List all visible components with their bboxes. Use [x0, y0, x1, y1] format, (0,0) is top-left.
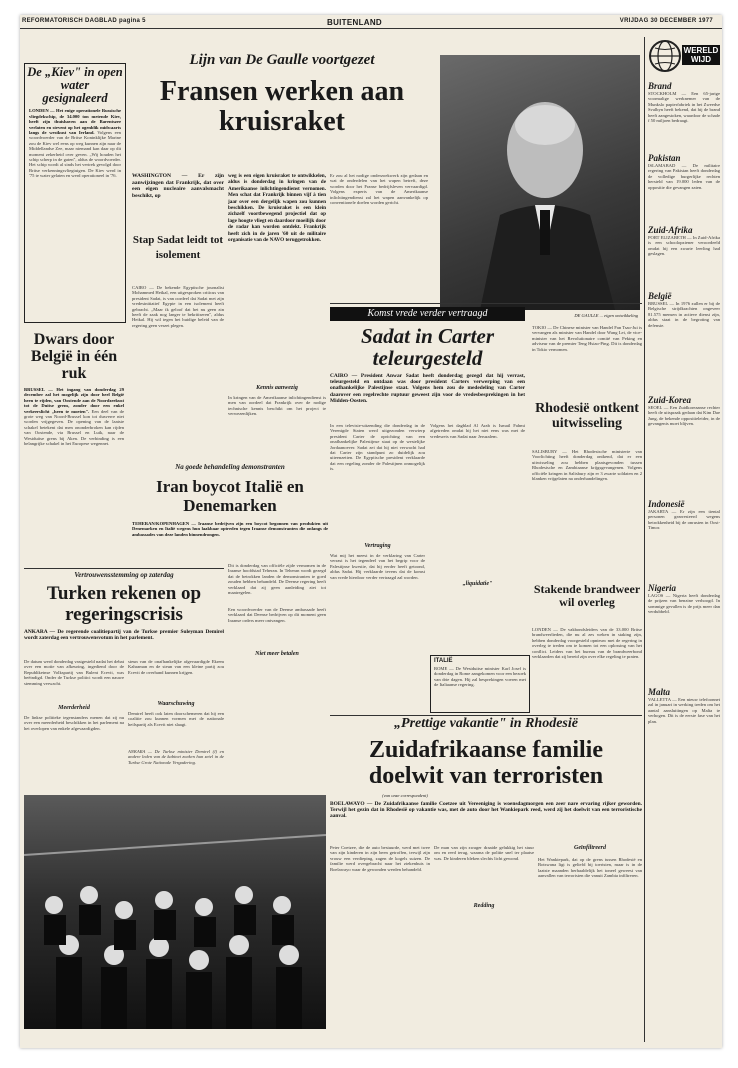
degaulle-body-2: Er zou al het nodige onderzoekwerk zijn gedaan en wat de onderdelen van het wapen betreft, deze worden door het Franse bedrijfsleven vervaardigd. Volgens experts van de Amerikaanse inlichtingendienst zal het wapen aanvankelijk op conventionele doelen worden gericht.	[330, 173, 428, 206]
vakantie-kicker: „Prettige vakantie" in Rhodesië	[394, 716, 578, 731]
masthead-date: VRIJDAG 30 DECEMBER 1977	[619, 18, 713, 24]
sadat-carter-lead: CAIRO — President Anwar Sadat heeft donderdag gezegd dat hij verrast, teleurgesteld en ontdaan was door president Carters verwerping van een onafhankelijke Palestijnse staat. Volgens hem zou de mededeling van Carter daarover een regelrechte ruptuur geweest zijn voor de vredesbesprekingen in het Midden-Oosten.	[330, 373, 525, 404]
wereld-item	[648, 153, 720, 221]
degaulle-text: weg is een eigen kruisraket te ontwikkelen, aldus is donderdag in kringen van de Amerikaanse inlichtingendienst vernomen. Men schat dat Frankrijk binnen vijf à tien jaar over een dergelijk wapen zou kunnen beschikken. De kruisraket is een klein zichzelf voortbewegend projectiel dat op lage hoogte vliegt en daardoor moeilijk door de radar kan worden ontdekt. Frankrijk heeft zich in de jaren '60 uit de militaire organisatie van de NAVO teruggetrokken.	[228, 173, 326, 244]
wereld-item	[648, 583, 720, 683]
vakantie-body: Peter Coetzee, die de auto bestuurde, werd met twee van zijn kinderen in zijn been getroffen, terwijl zijn vrouw een verdieping, zagen de kogels suizen. De familie werd overgebracht naar het ziekenhuis in Boelawayo waar de gewonden werden behandeld.	[330, 845, 430, 872]
belgie-lead: BRUSSEL — Het ingang van donderdag 29 december zal het mogelijk zijn door heel België heen te rijden, van Oostende aan de Noordzeekust tot de Duitse grens, zonder door een enkel verkeerslicht „heen te moeten".	[24, 387, 124, 414]
turken-parliament-photo	[24, 795, 326, 1029]
wereld-wijd-title: WERELD WIJD	[683, 46, 719, 64]
rhodesie-headline: Rhodesië ontkent uitwisseling	[535, 401, 639, 431]
wereld-item	[648, 687, 720, 807]
vakantie-body-2: De man van zijn zwager draaide gelukkig het stuur om en reed terug, waarna de politie snel ter plaatse was. De kinderen bleken slechts licht gewond.	[434, 845, 534, 861]
wereld-item-country: Malta	[648, 687, 671, 697]
kiev-text: Volgens een woordvoerder van de Britse Koninklijke Marine zou de Kiev wel eens op weg kunnen zijn naar de Middellandse Zee, maar niemand kan daar op dit moment zekerheid over geven. „Wij houden het schip scherp in de gaten", aldus de woordvoerder. Het schip wordt al sinds het vertrek gevolgd door Britse verkenningsvliegtuigen. De Kiev werd in '75 te water gelaten en werd operationeel in '76.	[29, 130, 121, 179]
turken-photo-caption: ANKARA — De Turkse minister Demirel (l) en andere leden van de kabinet zoeken hun zetel in de Turkse Grote Nationale Vergadering.	[128, 749, 224, 765]
turken-body-4: Demirel heeft ook laten doorschemeren dat hij een coalitie zou kunnen vormen met de nationale heilspartij als Ecevit niet slaagt.	[128, 711, 224, 727]
turken-lead-block	[24, 629, 224, 657]
brandweer-body: LONDEN — De vakbondsleiders van de 33.000 Britse brandweerlieden, die nu al zes weken in staking zijn, hebben donderdag voorgesteld opnieuw met de regering in overleg te treden om te komen tot een oplossing van het conflict. Leiders van het bureau van de brandweerbond verklaarden dat zij bereid zijn over elke regeling te praten.	[532, 627, 642, 660]
masthead	[22, 18, 717, 28]
wereld-item-text: LAGOS — Nigeria heeft donderdag de prijzen van benzine verhoogd. In sommige gevallen is de prijs meer dan verdubbeld.	[648, 593, 720, 615]
sadat-carter-subhead: Vertraging	[364, 543, 391, 549]
kiev-headline: De „Kiev" in open water gesignaleerd	[27, 65, 123, 106]
vakantie-subhead-2: Geïnfiltreerd	[574, 845, 606, 851]
tokio-body: TOKIO — De Chinese minister van Handel Fan Tsao-Jui is vervangen als minister van Handel door Wang Lei, de vice-minister van het Revolutionaire comité van Peking en adviseur van de premier Teng Hsiao-Ping. Dit is donderdag in Tokio vernomen.	[532, 325, 642, 352]
wereld-item-country: Brand	[648, 81, 672, 91]
masthead-section: BUITENLAND	[327, 18, 382, 27]
iran-body: Dit is donderdag van officiële zijde vernomen in de Iraanse hoofdstad Teheran. In Teheran wordt gezegd dat de betrokken landen de demonstranten te goed zouden hebben behandeld. De Deense regering heeft verklaard dat zij geen aanleiding ziet tot maatregelen.	[228, 563, 326, 596]
sadat-carter-lead-block	[330, 373, 525, 419]
sadat-stop-body-2: In kringen van de Amerikaanse inlichtingendienst is men van oordeel dat Frankrijk over de nodige technische kennis beschikt om het project te verwezenlijken.	[228, 395, 326, 417]
sadat-carter-body: In een televisie-uitzending die donderdag in de Verenigde Staten werd uitgezonden verwierp president Carter de oprichting van een onafhankelijke Palestijnse staat op de westelijke Jordaanoever. Sadat zei dat hij niet verwacht had dat Carter zijn standpunt zo duidelijk zou uiteenzetten. De Egyptische president verklaarde dat een regeling zonder de Palestijnen onmogelijk is.	[330, 423, 425, 472]
vakantie-lead: BOELAWAYO — De Zuidafrikaanse familie Coetzee uit Vereeniging is woensdagmorgen een zeer nare ervaring rijker geworden. Terwijl het gezin dat in Rhodesië op vakantie was, met de auto door het Wankiepark reed, werd zij het doelwit van een terroristische aanval.	[330, 801, 642, 820]
turken-subhead-3: Niet meer betalen	[255, 651, 299, 657]
wereld-item-text: JAKARTA — Er zijn een tiental personen gearresteerd wegens betrokkenheid bij de onrusten in Oost-Timor.	[648, 509, 720, 531]
belgie-headline: Dwars door België in één ruk	[30, 331, 118, 382]
wereld-item-country: België	[648, 291, 672, 301]
wereld-item-text: BRUSSEL — In 1976 zullen er bij de Belgische strijdkrachten ongeveer 81.575 mensen in actieve dienst zijn, aldus staat in de begroting van defensie.	[648, 301, 720, 328]
degaulle-lead: WASHINGTON — Er zijn aanwijzingen dat Frankrijk, dat over een eigen nucleaire aanvalsmacht beschikt, op	[132, 173, 224, 199]
wereld-item-country: Pakistan	[648, 153, 681, 163]
wereld-item	[648, 81, 720, 149]
newspaper-page	[20, 15, 722, 1048]
wereld-item	[648, 225, 720, 287]
iran-lead: TEHERAN/KOPENHAGEN — Iraanse bedrijven zijn een boycot begonnen van produkten uit Denemarken en Italië wegens hun laakbaar optreden tegen Iraanse demonstranten die onlangs de ambassades van deze landen binnendrongen.	[132, 521, 328, 537]
rome-body: ROME — De Westduitse minister Karl Josef is donderdag in Rome aangekomen voor een bezoek van drie dagen. Hij zal besprekingen voeren met de Italiaanse regering.	[434, 666, 526, 688]
sadat-carter-body-3: Volgens het dagblad Al Arab is Ismail Fahmi afgetreden omdat hij het niet eens was met de vredesreis van Sadat naar Jeruzalem.	[430, 423, 525, 439]
wereld-item-country: Zuid-Afrika	[648, 225, 693, 235]
kiev-article	[24, 63, 126, 323]
wereld-item-country: Indonesië	[648, 499, 685, 509]
degaulle-portrait-icon	[440, 55, 640, 310]
wereld-item	[648, 499, 720, 579]
wereld-wijd-column	[648, 77, 720, 807]
wereld-item-text: ISLAMABAD — De militaire regering van Pakistan heeft donderdag de volledige burgerlijke rechten hersteld van 19.000 leden van de oppositie die gevangen zaten.	[648, 163, 720, 190]
vakantie-body-3: Het Wankiepark, dat op de grens tussen Rhodesië en Botswana ligt is geliefd bij toeristen, maar is in de laatste maanden herhaaldelijk het toneel geweest van aanvallen van terroristen die vanuit Zambia infiltreren.	[538, 857, 642, 879]
sadat-stop-body: CAIRO — De bekende Egyptische journalist Mohammed Heikal, een uitgesproken criticus van president Sadat, is van oordeel dat Sadat met zijn vredesinitiatief Egypte in een isolement heeft gebracht. „Maar ik geloof dat het nu geen zin heeft de zaak nog langer te bekritiseren", aldus Heikal. Hij wil tegen het huidige beleid van de regering geen verzet plegen.	[132, 285, 224, 328]
degaulle-lead-block	[132, 173, 224, 233]
degaulle-photo	[440, 55, 640, 310]
globe-icon	[648, 39, 682, 73]
turken-subhead-2: Waarschuwing	[157, 701, 195, 707]
wereld-item	[648, 395, 720, 495]
kiev-body	[29, 108, 121, 308]
belgie-body	[24, 387, 124, 562]
vakantie-byline: (van onze correspondent)	[382, 793, 428, 798]
sadat-carter-rule	[330, 303, 642, 304]
turken-body-2: De linkse politieke tegenstanders menen dat zij nu over een meerderheid beschikken in het parlement na het overlopen van enkele afgevaardigden.	[24, 715, 124, 731]
sadat-stop-subhead: Kennis aanwezig	[256, 385, 298, 391]
wereld-item-text: STOCKHOLM — Een 65-jarige voormalige werknemer van de Munkslo papierfabriek in het Zweedse Svalbyn heeft bekend, dat hij de brand heeft aangestoken, waardoor de schade f 50 miljoen bedraagt.	[648, 91, 720, 124]
turken-lead: ANKARA — De regerende coalitiepartij van de Turkse premier Suleyman Demirel wordt zaterdag een vertrouwensvotum in het parlement.	[24, 629, 224, 642]
rome-article	[430, 655, 530, 713]
wereld-item-country: Zuid-Korea	[648, 395, 692, 405]
turken-kicker: Vertrouwensstemming op zaterdag	[74, 571, 174, 579]
sadat-carter-headline: Sadat in Carter teleurgesteld	[360, 324, 495, 370]
crowd-icon	[24, 795, 326, 1029]
vakantie-subhead: Redding	[473, 903, 495, 909]
turken-headline: Turken rekenen op regeringscrisis	[46, 583, 202, 625]
sadat-carter-subhead-2: „liquidatie"	[462, 581, 493, 587]
wereld-item-text: VALLETTA — Een nieuw telefoonnet zal in januari in werking treden om het aantal aansluitingen op Malta te verhogen. Dit is de eerste fase van het plan.	[648, 697, 720, 724]
degaulle-headline: Fransen werken aan kruisraket	[159, 76, 405, 137]
turken-subhead: Meerderheid	[58, 705, 90, 711]
vakantie-lead-block	[330, 801, 642, 843]
iran-kicker: Na goede behandeling demonstranten	[175, 463, 285, 471]
degaulle-kicker: Lijn van De Gaulle voortgezet	[189, 52, 375, 68]
turken-body-5: Een woordvoerder van de Deense ambassade heeft verklaard dat Deense bedrijven op dit moment geen Iraanse orders meer ontvangen.	[228, 607, 326, 623]
sadat-carter-kicker: Komst vrede verder vertraagd	[330, 307, 525, 321]
brandweer-headline: Stakende brandweer wil overleg	[533, 582, 641, 609]
belgie-text: Een deel van de grote weg van Noord-Brussel kon tot dusverre niet worden vrijgegeven. De opening van de laatste schakel betekent dat men ononderbroken kan rijden van Oostende, via Brussel en Luik, naar de Westduitse grens bij Aken. De verbinding is een belangrijke schakel in het Europese wegennet.	[24, 408, 124, 447]
turken-body-3: steun van de onafhankelijke afgevaardigde Ekrem Kahraman en de steun van een kleine partij zou Ecevit de overhand kunnen krijgen.	[128, 659, 224, 675]
sadat-stop-headline: Stap Sadat leidt tot isolement	[132, 234, 224, 261]
wereld-item	[648, 291, 720, 391]
turken-rule	[24, 568, 224, 569]
sadat-carter-body-2: Wat mij het meest in de verklaring van Carter verrast is het tegendeel van het begrip voor de Palestijnse kwestie, dat hij eerder heeft getoond, aldus Sadat. Hij verklaarde tevens dat de komst van vrede hierdoor verder vertraagd zal worden.	[330, 553, 425, 580]
iran-headline: Iran boycot Italië en Denemarken	[156, 477, 304, 515]
degaulle-photo-caption: DE GAULLE ... eigen ontwikkeling	[574, 313, 638, 318]
vakantie-headline: Zuidafrikaanse familie doelwit van terroristen	[368, 737, 604, 789]
wereld-item-text: PORT ELIZABETH — In Zuid-Afrika is een schoolopziener veroordeeld omdat hij een zwarte leerling had geslagen.	[648, 235, 720, 257]
iran-lead-block	[132, 521, 328, 563]
wereld-wijd-logo	[648, 37, 720, 77]
kiev-lead: LONDEN — Het enige operationele Russische vliegdekschip, de 34.000 ton metende Kiev, heeft zijn thuishaven aan de Barentszee verlaten en stevent op het ogenblik midwaarts langs de westkust van Ierland.	[29, 108, 121, 135]
masthead-rule	[20, 28, 722, 29]
masthead-paper-name: REFORMATORISCH DAGBLAD pagina 5	[22, 18, 146, 24]
wereld-item-text: SEOEL — Een Zuidkoreaanse rechter heeft de uitspraak gedaan dat Kim Dae Jung, de bekende oppositieleider, in de gevangenis moet blijven.	[648, 405, 720, 427]
rhodesie-body: SALISBURY — Het Rhodesische ministerie van Voorlichting heeft donderdag ontkend, dat er een uitwisseling zou hebben plaatsgevonden tussen Rhodesische en Zambiaanse krijgsgevangenen. Volgens officiële kringen in Salisbury zijn er 3 zwarte soldaten en 2 blanken vrijgelaten na onderhandelingen.	[532, 449, 642, 482]
column-rule	[644, 37, 645, 1042]
wereld-item-country: Nigeria	[648, 583, 676, 593]
rome-headline: ITALIË	[434, 658, 453, 664]
turken-body: De datum werd donderdag vastgesteld nadat het debat over een motie van afkeuring, ingediend door de Republikeinse Volkspartij van Bulent Ecevit, was beëindigd. Onder de Turkse politici wordt een nauwe stemming verwacht.	[24, 659, 124, 686]
